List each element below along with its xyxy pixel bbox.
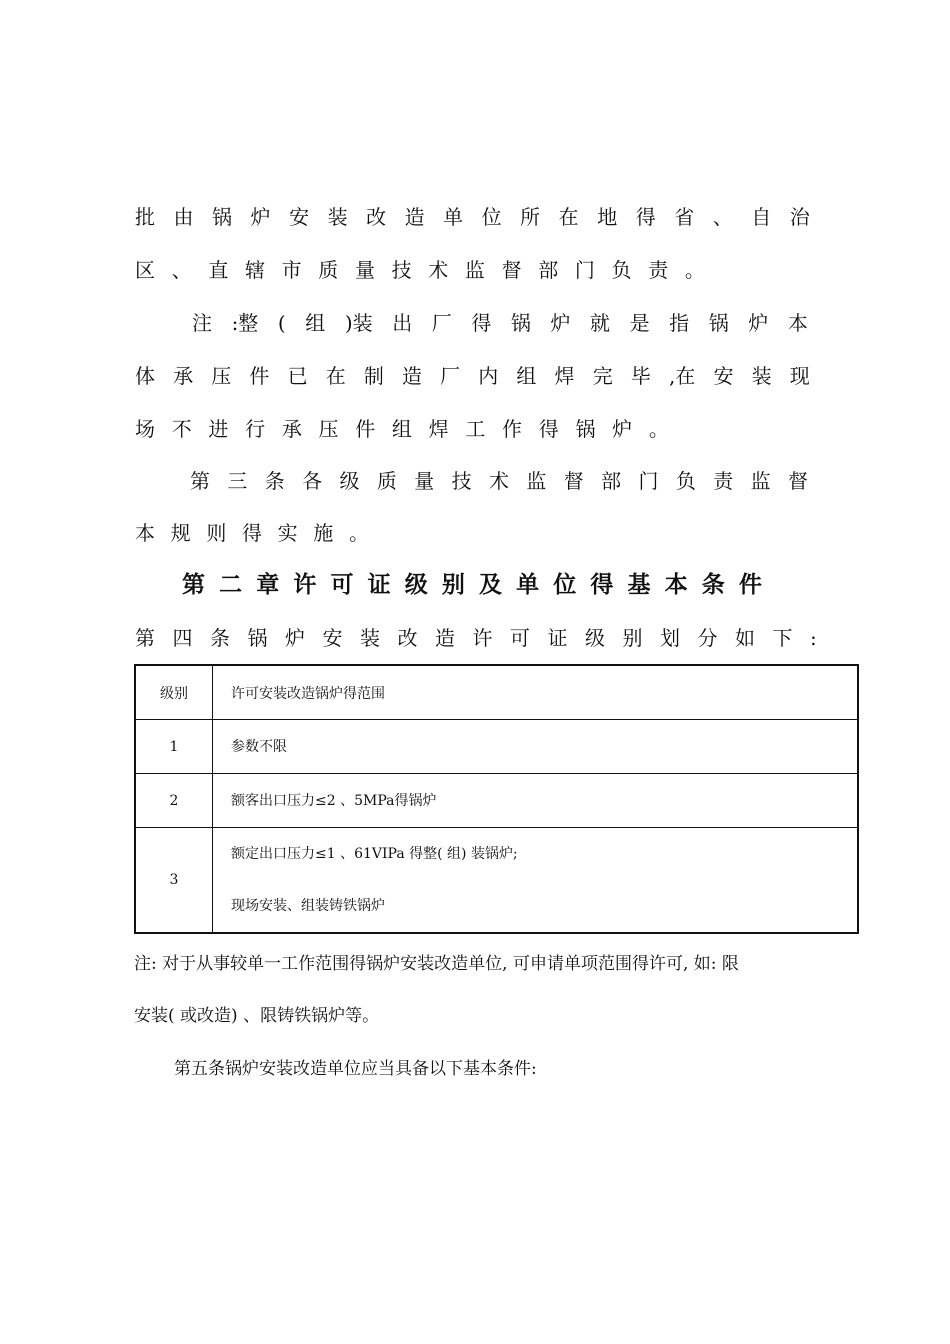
glyph: 造 xyxy=(401,364,422,388)
glyph: 下 xyxy=(772,626,793,650)
glyph: 厂 xyxy=(431,311,452,335)
glyph: 技 xyxy=(451,469,472,493)
glyph: 章 xyxy=(256,572,280,598)
glyph: 区 xyxy=(135,258,155,282)
glyph: 证 xyxy=(547,626,568,650)
glyph: 可 xyxy=(330,572,354,598)
glyph: 压 xyxy=(211,364,232,388)
glyph: 第 xyxy=(190,469,210,493)
scope-line: 额定出口压力≤1 、61VIPa 得整( 组) 装锅炉; xyxy=(231,846,518,862)
paragraph-line-6 xyxy=(190,469,808,493)
glyph: 装 xyxy=(360,626,380,650)
glyph: 第 xyxy=(135,626,155,650)
glyph: 注 xyxy=(192,311,212,335)
glyph: 所 xyxy=(520,205,541,229)
glyph: 装 xyxy=(751,364,772,388)
glyph: 条 xyxy=(210,626,230,650)
scope-cell xyxy=(213,828,859,934)
glyph: 锅 xyxy=(510,311,531,335)
glyph: 炉 xyxy=(748,311,769,335)
glyph: 技 xyxy=(391,258,412,282)
paragraph-line-3 xyxy=(192,311,808,335)
glyph: 工 xyxy=(465,417,486,441)
table-row xyxy=(135,828,858,934)
glyph: 内 xyxy=(478,364,499,388)
header-scope-cell: 许可安装改造锅炉得范围 xyxy=(213,665,859,720)
glyph: 划 xyxy=(660,626,680,650)
glyph: 现 xyxy=(789,364,810,388)
glyph: 质 xyxy=(376,469,397,493)
article-5-line: 第五条锅炉安装改造单位应当具备以下基本条件: xyxy=(174,1059,537,1079)
glyph: 各 xyxy=(302,469,323,493)
glyph: 级 xyxy=(585,626,605,650)
glyph: 证 xyxy=(367,572,391,598)
glyph: :整 xyxy=(231,311,259,335)
glyph: 门 xyxy=(574,258,595,282)
glyph: 厂 xyxy=(440,364,461,388)
glyph: 得 xyxy=(635,205,656,229)
glyph: ,在 xyxy=(668,364,696,388)
glyph: 条 xyxy=(701,572,725,598)
glyph: 件 xyxy=(355,417,376,441)
glyph: 门 xyxy=(638,469,659,493)
glyph: 焊 xyxy=(428,417,449,441)
glyph: 部 xyxy=(538,258,559,282)
glyph: 得 xyxy=(538,417,559,441)
glyph: 完 xyxy=(592,364,613,388)
paragraph-line-4 xyxy=(135,364,810,388)
glyph: 施 xyxy=(313,521,334,545)
glyph: 锅 xyxy=(575,417,596,441)
paragraph-line-1 xyxy=(135,205,810,229)
glyph: 。 xyxy=(648,417,669,441)
glyph: 监 xyxy=(464,258,485,282)
glyph: 由 xyxy=(173,205,194,229)
paragraph-line-7 xyxy=(135,521,369,545)
glyph: 分 xyxy=(697,626,718,650)
glyph: 负 xyxy=(611,258,632,282)
glyph: 量 xyxy=(354,258,375,282)
glyph: 本 xyxy=(787,311,808,335)
glyph: 焊 xyxy=(554,364,575,388)
glyph: 出 xyxy=(392,311,413,335)
level-cell: 1 xyxy=(135,720,213,774)
level-cell: 2 xyxy=(135,774,213,828)
glyph: 许 xyxy=(293,572,317,598)
glyph: 、 xyxy=(171,258,192,282)
glyph: 责 xyxy=(648,258,669,282)
glyph: 承 xyxy=(281,417,302,441)
glyph: 制 xyxy=(363,364,384,388)
glyph: 辖 xyxy=(244,258,265,282)
paragraph-line-5 xyxy=(135,417,669,441)
glyph: 不 xyxy=(171,417,192,441)
scope-line: 额客出口压力≤2 、5MPa得锅炉 xyxy=(231,792,437,809)
glyph: 别 xyxy=(441,572,465,598)
glyph: 市 xyxy=(281,258,302,282)
glyph: 进 xyxy=(208,417,229,441)
scope-line: 参数不限 xyxy=(231,738,287,755)
glyph: 炉 xyxy=(612,417,633,441)
glyph: 实 xyxy=(277,521,298,545)
glyph: 直 xyxy=(208,258,229,282)
glyph: 地 xyxy=(597,205,618,229)
glyph: 造 xyxy=(435,626,455,650)
glyph: 治 xyxy=(789,205,810,229)
glyph: 已 xyxy=(287,364,308,388)
glyph: 负 xyxy=(675,469,696,493)
glyph: 单 xyxy=(516,572,540,598)
glyph: 件 xyxy=(249,364,270,388)
glyph: 省 xyxy=(674,205,695,229)
glyph: 安 xyxy=(289,205,310,229)
glyph: 自 xyxy=(751,205,772,229)
glyph: 毕 xyxy=(630,364,651,388)
glyph: 作 xyxy=(502,417,523,441)
glyph: 许 xyxy=(472,626,493,650)
glyph: 造 xyxy=(404,205,425,229)
glyph: 级 xyxy=(339,469,360,493)
scope-cell xyxy=(213,774,859,828)
glyph: 是 xyxy=(629,311,650,335)
glyph: 装 xyxy=(327,205,348,229)
glyph: 在 xyxy=(325,364,346,388)
glyph: 件 xyxy=(738,572,762,598)
glyph: 炉 xyxy=(550,311,571,335)
header-level-cell: 级别 xyxy=(135,665,213,720)
glyph: 改 xyxy=(366,205,387,229)
glyph: 组 xyxy=(516,364,537,388)
note-line-2: 安装( 或改造) 、限铸铁锅炉等。 xyxy=(134,1006,380,1026)
glyph: 位 xyxy=(553,572,577,598)
glyph: 级 xyxy=(404,572,428,598)
glyph: 监 xyxy=(750,469,771,493)
glyph: 单 xyxy=(443,205,464,229)
glyph: 承 xyxy=(173,364,194,388)
glyph: 监 xyxy=(526,469,547,493)
glyph: 炉 xyxy=(285,626,305,650)
glyph: 场 xyxy=(135,417,155,441)
glyph: 四 xyxy=(172,626,193,650)
glyph: 如 xyxy=(735,626,755,650)
glyph: 、 xyxy=(712,205,733,229)
glyph: 炉 xyxy=(250,205,271,229)
glyph: 三 xyxy=(227,469,248,493)
chapter-heading xyxy=(182,571,762,599)
table-row xyxy=(135,720,858,774)
glyph: 得 xyxy=(241,521,262,545)
license-level-table xyxy=(134,664,859,934)
glyph: 锅 xyxy=(212,205,233,229)
glyph: 术 xyxy=(489,469,509,493)
glyph: 得 xyxy=(471,311,492,335)
glyph: 规 xyxy=(170,521,191,545)
glyph: 就 xyxy=(590,311,610,335)
glyph: 条 xyxy=(264,469,285,493)
glyph: : xyxy=(810,626,817,650)
article-4-line xyxy=(135,626,817,650)
glyph: 得 xyxy=(590,572,614,598)
glyph: )装 xyxy=(344,311,373,335)
glyph: 及 xyxy=(479,572,502,598)
glyph: 则 xyxy=(206,521,227,545)
glyph: 组 xyxy=(305,311,326,335)
glyph: 安 xyxy=(713,364,734,388)
glyph: 本 xyxy=(664,572,688,598)
glyph: ( xyxy=(277,311,286,335)
glyph: 可 xyxy=(510,626,530,650)
glyph: 体 xyxy=(135,364,155,388)
glyph: 量 xyxy=(414,469,435,493)
glyph: 术 xyxy=(428,258,449,282)
glyph: 指 xyxy=(669,311,690,335)
glyph: 基 xyxy=(627,572,651,598)
glyph: 部 xyxy=(601,469,622,493)
glyph: 。 xyxy=(348,521,369,545)
glyph: 位 xyxy=(481,205,502,229)
scope-line: 现场安装、组装铸铁锅炉 xyxy=(231,898,385,914)
glyph: 安 xyxy=(322,626,343,650)
scope-cell xyxy=(213,720,859,774)
glyph: 组 xyxy=(391,417,412,441)
glyph: 。 xyxy=(684,258,705,282)
glyph: 在 xyxy=(558,205,579,229)
glyph: 压 xyxy=(318,417,339,441)
glyph: 质 xyxy=(318,258,339,282)
glyph: 锅 xyxy=(247,626,268,650)
glyph: 行 xyxy=(245,417,266,441)
glyph: 督 xyxy=(788,469,808,493)
glyph: 督 xyxy=(501,258,522,282)
glyph: 批 xyxy=(135,205,155,229)
paragraph-line-2 xyxy=(135,258,705,282)
glyph: 本 xyxy=(135,521,155,545)
glyph: 改 xyxy=(397,626,418,650)
glyph: 二 xyxy=(219,572,243,598)
level-cell: 3 xyxy=(135,828,213,934)
glyph: 督 xyxy=(563,469,584,493)
glyph: 责 xyxy=(713,469,734,493)
glyph: 第 xyxy=(182,572,205,598)
table-row xyxy=(135,774,858,828)
glyph: 锅 xyxy=(708,311,729,335)
glyph: 别 xyxy=(622,626,643,650)
note-line-1: 注: 对于从事较单一工作范围得锅炉安装改造单位, 可申请单项范围得许可, 如: 限 xyxy=(134,954,739,974)
table-header-row xyxy=(135,665,858,720)
